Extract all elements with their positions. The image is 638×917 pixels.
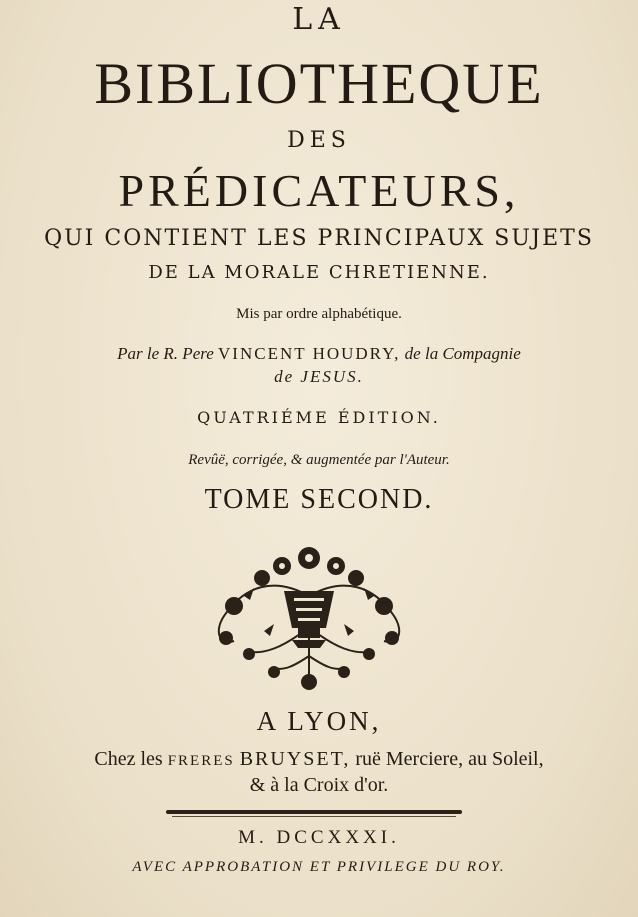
order-note: Mis par ordre alphabétique. <box>236 306 402 322</box>
author-name: VINCENT HOUDRY, <box>218 344 401 363</box>
author-prefix: Par le R. Pere <box>117 344 214 363</box>
article: LA <box>292 2 346 37</box>
publisher-line2: & à la Croix d'or. <box>249 774 389 796</box>
year: M. DCCXXXI. <box>238 827 400 848</box>
publisher-address: ruë Merciere, au Soleil, <box>355 748 544 770</box>
subtitle-line1: QUI CONTIENT LES PRINCIPAUX SUJETS <box>44 226 594 251</box>
edition-note: Revûë, corrigée, & augmentée par l'Auteur. <box>188 452 450 468</box>
publisher-freres: FRERES <box>167 753 235 769</box>
place: A LYON, <box>256 706 382 736</box>
privilege: AVEC APPROBATION ET PRIVILEGE DU ROY. <box>132 859 506 875</box>
publisher-line <box>0 748 638 771</box>
publisher-prefix: Chez les <box>94 748 163 770</box>
subtitle-line2: DE LA MORALE CHRETIENNE. <box>148 262 490 283</box>
divider-rule-thin <box>172 816 456 817</box>
divider-rule <box>166 810 462 814</box>
author-suffix: de la Compagnie <box>404 344 521 363</box>
title-main: BIBLIOTHEQUE <box>94 51 544 116</box>
publisher-name: BRUYSET, <box>239 748 351 770</box>
title-des: DES <box>287 128 351 153</box>
author-line2: de JESUS. <box>274 367 364 386</box>
floral-basket-icon <box>204 536 414 691</box>
title-subject: PRÉDICATEURS, <box>118 165 520 216</box>
edition: QUATRIÉME ÉDITION. <box>197 408 441 427</box>
volume: TOME SECOND. <box>204 484 434 515</box>
author-line <box>0 344 638 364</box>
